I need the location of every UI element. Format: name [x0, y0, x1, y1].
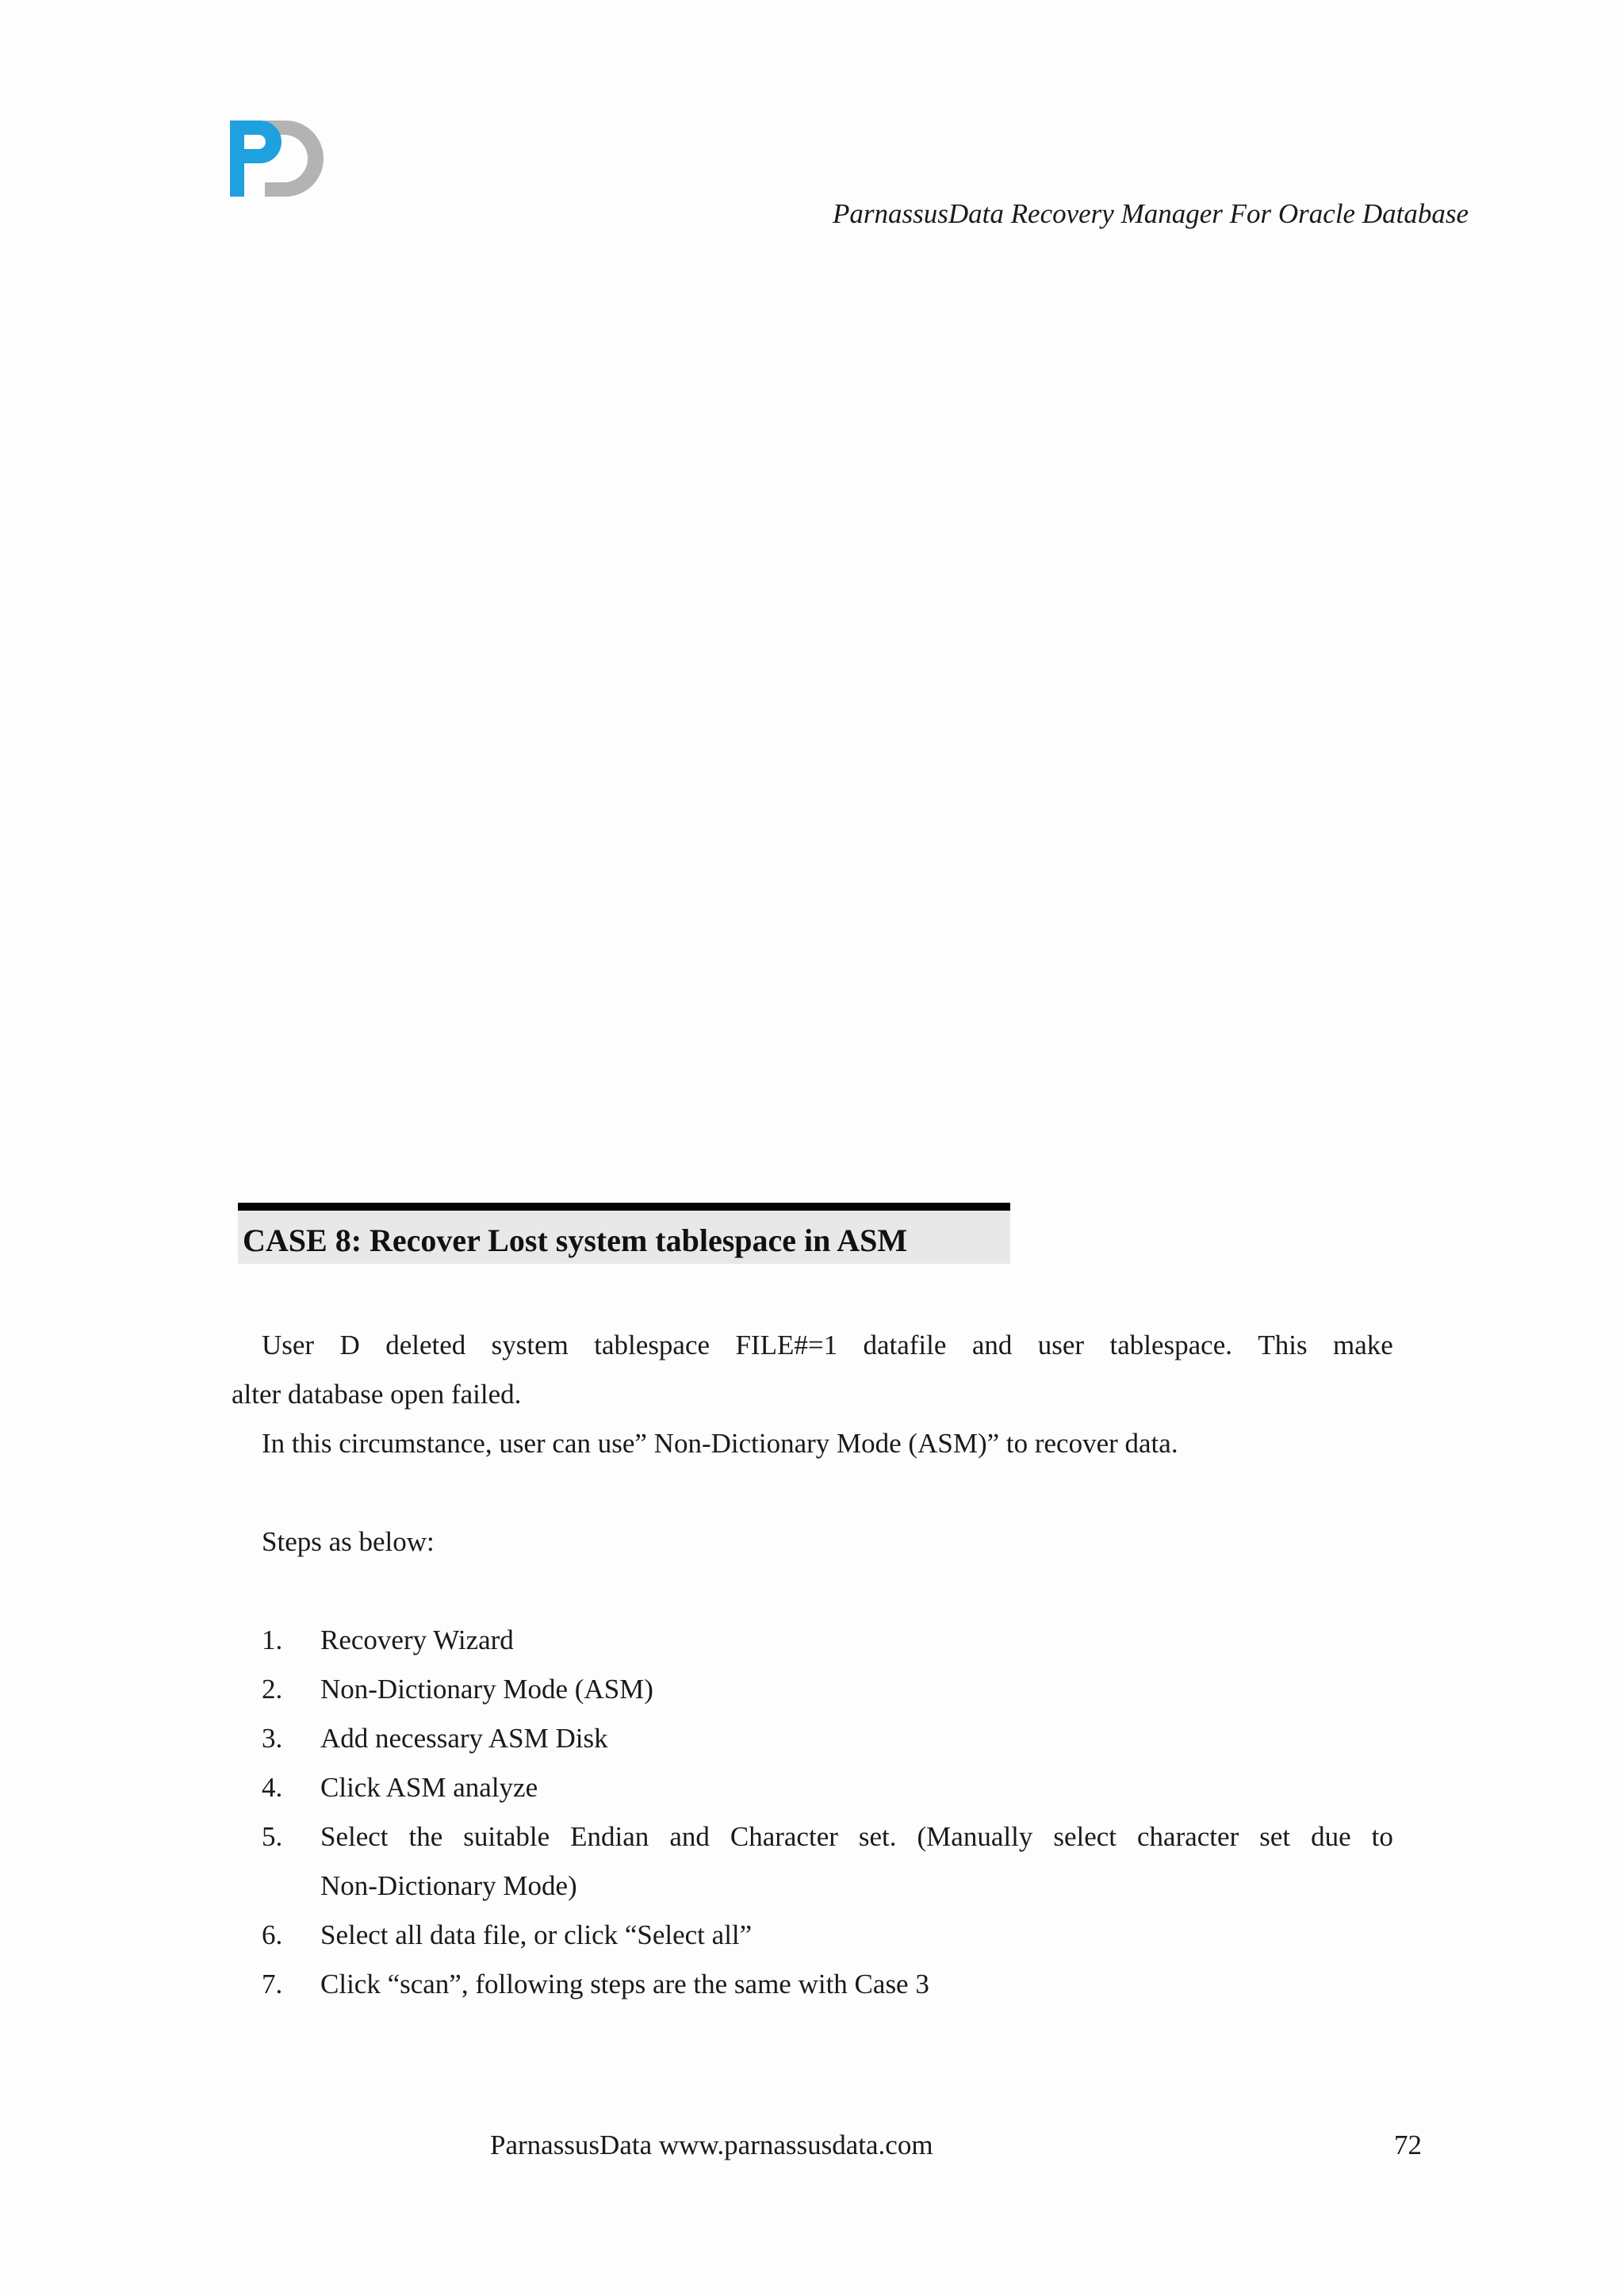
intro-word: D: [339, 1330, 360, 1360]
intro-word: FILE#=1: [735, 1330, 838, 1360]
list-item-word: character: [1137, 1821, 1239, 1852]
parnassusdata-pd-logo-icon: [228, 117, 324, 200]
list-item-text: Click ASM analyze: [320, 1772, 538, 1803]
footer-text: ParnassusData www.parnassusdata.com: [490, 2130, 933, 2160]
list-item-text: Non-Dictionary Mode (ASM): [320, 1674, 653, 1705]
list-item-word: and: [669, 1821, 710, 1852]
intro-paragraph-line-2: alter database open failed.: [232, 1379, 522, 1410]
list-item-word: Endian: [570, 1821, 649, 1852]
list-item-word: set.: [858, 1821, 897, 1852]
list-item-word: suitable: [463, 1821, 550, 1852]
intro-word: User: [262, 1330, 315, 1360]
list-item-number: 4.: [262, 1772, 283, 1803]
list-item-word: due: [1311, 1821, 1351, 1852]
intro-word: deleted: [385, 1330, 466, 1360]
list-item-text-continuation: Non-Dictionary Mode): [320, 1870, 577, 1901]
list-item-number: 5.: [262, 1821, 283, 1852]
page-number: 72: [1394, 2130, 1422, 2160]
intro-word: make: [1333, 1330, 1393, 1360]
steps-intro: Steps as below:: [262, 1526, 435, 1557]
list-item-text: Select all data file, or click “Select all”: [320, 1919, 753, 1950]
intro-paragraph-line-3: In this circumstance, user can use” Non-Dictionary Mode (ASM)” to recover data.: [262, 1428, 1178, 1459]
list-item-number: 6.: [262, 1919, 283, 1950]
list-item-word: Character: [730, 1821, 838, 1852]
intro-word: tablespace.: [1109, 1330, 1232, 1360]
list-item-text: Recovery Wizard: [320, 1624, 514, 1655]
header-title: ParnassusData Recovery Manager For Oracle Database: [833, 198, 1469, 229]
intro-word: tablespace: [594, 1330, 710, 1360]
list-item-number: 2.: [262, 1674, 283, 1705]
list-item-text: Click “scan”, following steps are the same with Case 3: [320, 1969, 929, 1999]
list-item-number: 1.: [262, 1624, 283, 1655]
list-item-number: 7.: [262, 1969, 283, 1999]
list-item-word: select: [1053, 1821, 1117, 1852]
intro-word: user: [1037, 1330, 1085, 1360]
section-heading: CASE 8: Recover Lost system tablespace in ASM: [238, 1211, 1010, 1264]
intro-word: datafile: [863, 1330, 947, 1360]
list-item-word: set: [1259, 1821, 1291, 1852]
intro-word: system: [491, 1330, 569, 1360]
heading-rule: [238, 1203, 1010, 1211]
intro-word: This: [1258, 1330, 1308, 1360]
list-item-number: 3.: [262, 1723, 283, 1754]
list-item-word: Select: [320, 1821, 389, 1852]
list-item-text: Add necessary ASM Disk: [320, 1723, 608, 1754]
list-item-word: the: [408, 1821, 443, 1852]
list-item-word: to: [1371, 1821, 1393, 1852]
intro-word: and: [971, 1330, 1013, 1360]
list-item-text: [320, 1812, 1393, 1862]
intro-paragraph-line-1: [262, 1321, 1393, 1370]
list-item-word: (Manually: [917, 1821, 1033, 1852]
